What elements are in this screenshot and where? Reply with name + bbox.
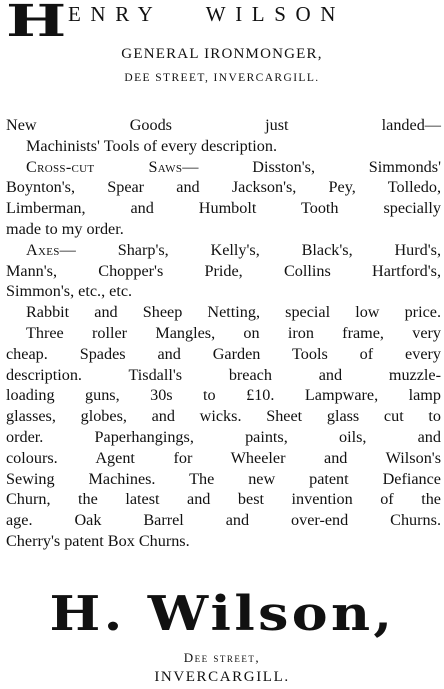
text-line: Boynton's, Spear and Jackson's, Pey, Tolledo, [6,178,441,197]
text-line: New Goods just landed— [6,116,441,134]
text-line: loading guns, 30s to £10. Lampware, lamp [6,386,441,405]
text-line: age. Oak Barrel and over-end Churns. [6,511,441,530]
paragraph-new-goods [6,115,441,157]
text-line: Sewing Machines. The new patent Defiance [6,469,441,488]
text-line: Machinists' Tools of every description. [26,136,277,155]
name-rest: ENRY WILSON [68,2,346,26]
text-line: Limberman, and Humbolt Tooth specially [6,199,441,218]
text-line [6,240,441,261]
advertiser-name [6,0,442,47]
text-line: cheap. Spades and Garden Tools of every [6,344,441,363]
footer-town: INVERCARGILL. [154,669,290,685]
text-fragment: — Disston's, Simmonds' [182,157,441,176]
signature-text: H. Wilson, [48,586,396,642]
text-fragment: — Sharp's, Kelly's, Black's, Hurd's, [59,240,441,259]
footer-street: Dee street, [183,650,261,665]
header-address: DEE STREET, INVERCARGILL. [124,72,320,84]
text-line: colours. Agent for Wheeler and Wilson's [6,448,441,467]
name-initial: H [6,0,67,47]
saws-heading: Cross-cut Saws [26,157,183,176]
text-line: order. Paperhangings, paints, oils, and [6,427,441,446]
trade-line: GENERAL IRONMONGER, [121,46,323,62]
text-line: Three roller Mangles, on iron frame, very [26,323,441,342]
signature-name [0,586,444,642]
paragraph-axes [6,240,441,302]
text-line: description. Tisdall's breach and muzzle- [6,365,441,384]
paragraph-mangles [6,323,441,552]
text-line: glasses, globes, and wicks. Sheet glass cut to [6,407,441,426]
text-line [6,157,441,178]
paragraph-netting [6,302,441,323]
advertisement-body [6,115,441,552]
text-line: made to my order. [6,219,124,238]
text-line: Simmon's, etc., etc. [6,282,133,301]
axes-heading: Axes [26,240,60,259]
paragraph-saws [6,157,441,240]
text-line: Rabbit and Sheep Netting, special low price. [26,303,441,322]
text-line: Cherry's patent Box Churns. [6,531,190,550]
text-line: Churn, the latest and best invention of the [6,490,441,509]
text-line: Mann's, Chopper's Pride, Collins Hartford's, [6,261,441,280]
